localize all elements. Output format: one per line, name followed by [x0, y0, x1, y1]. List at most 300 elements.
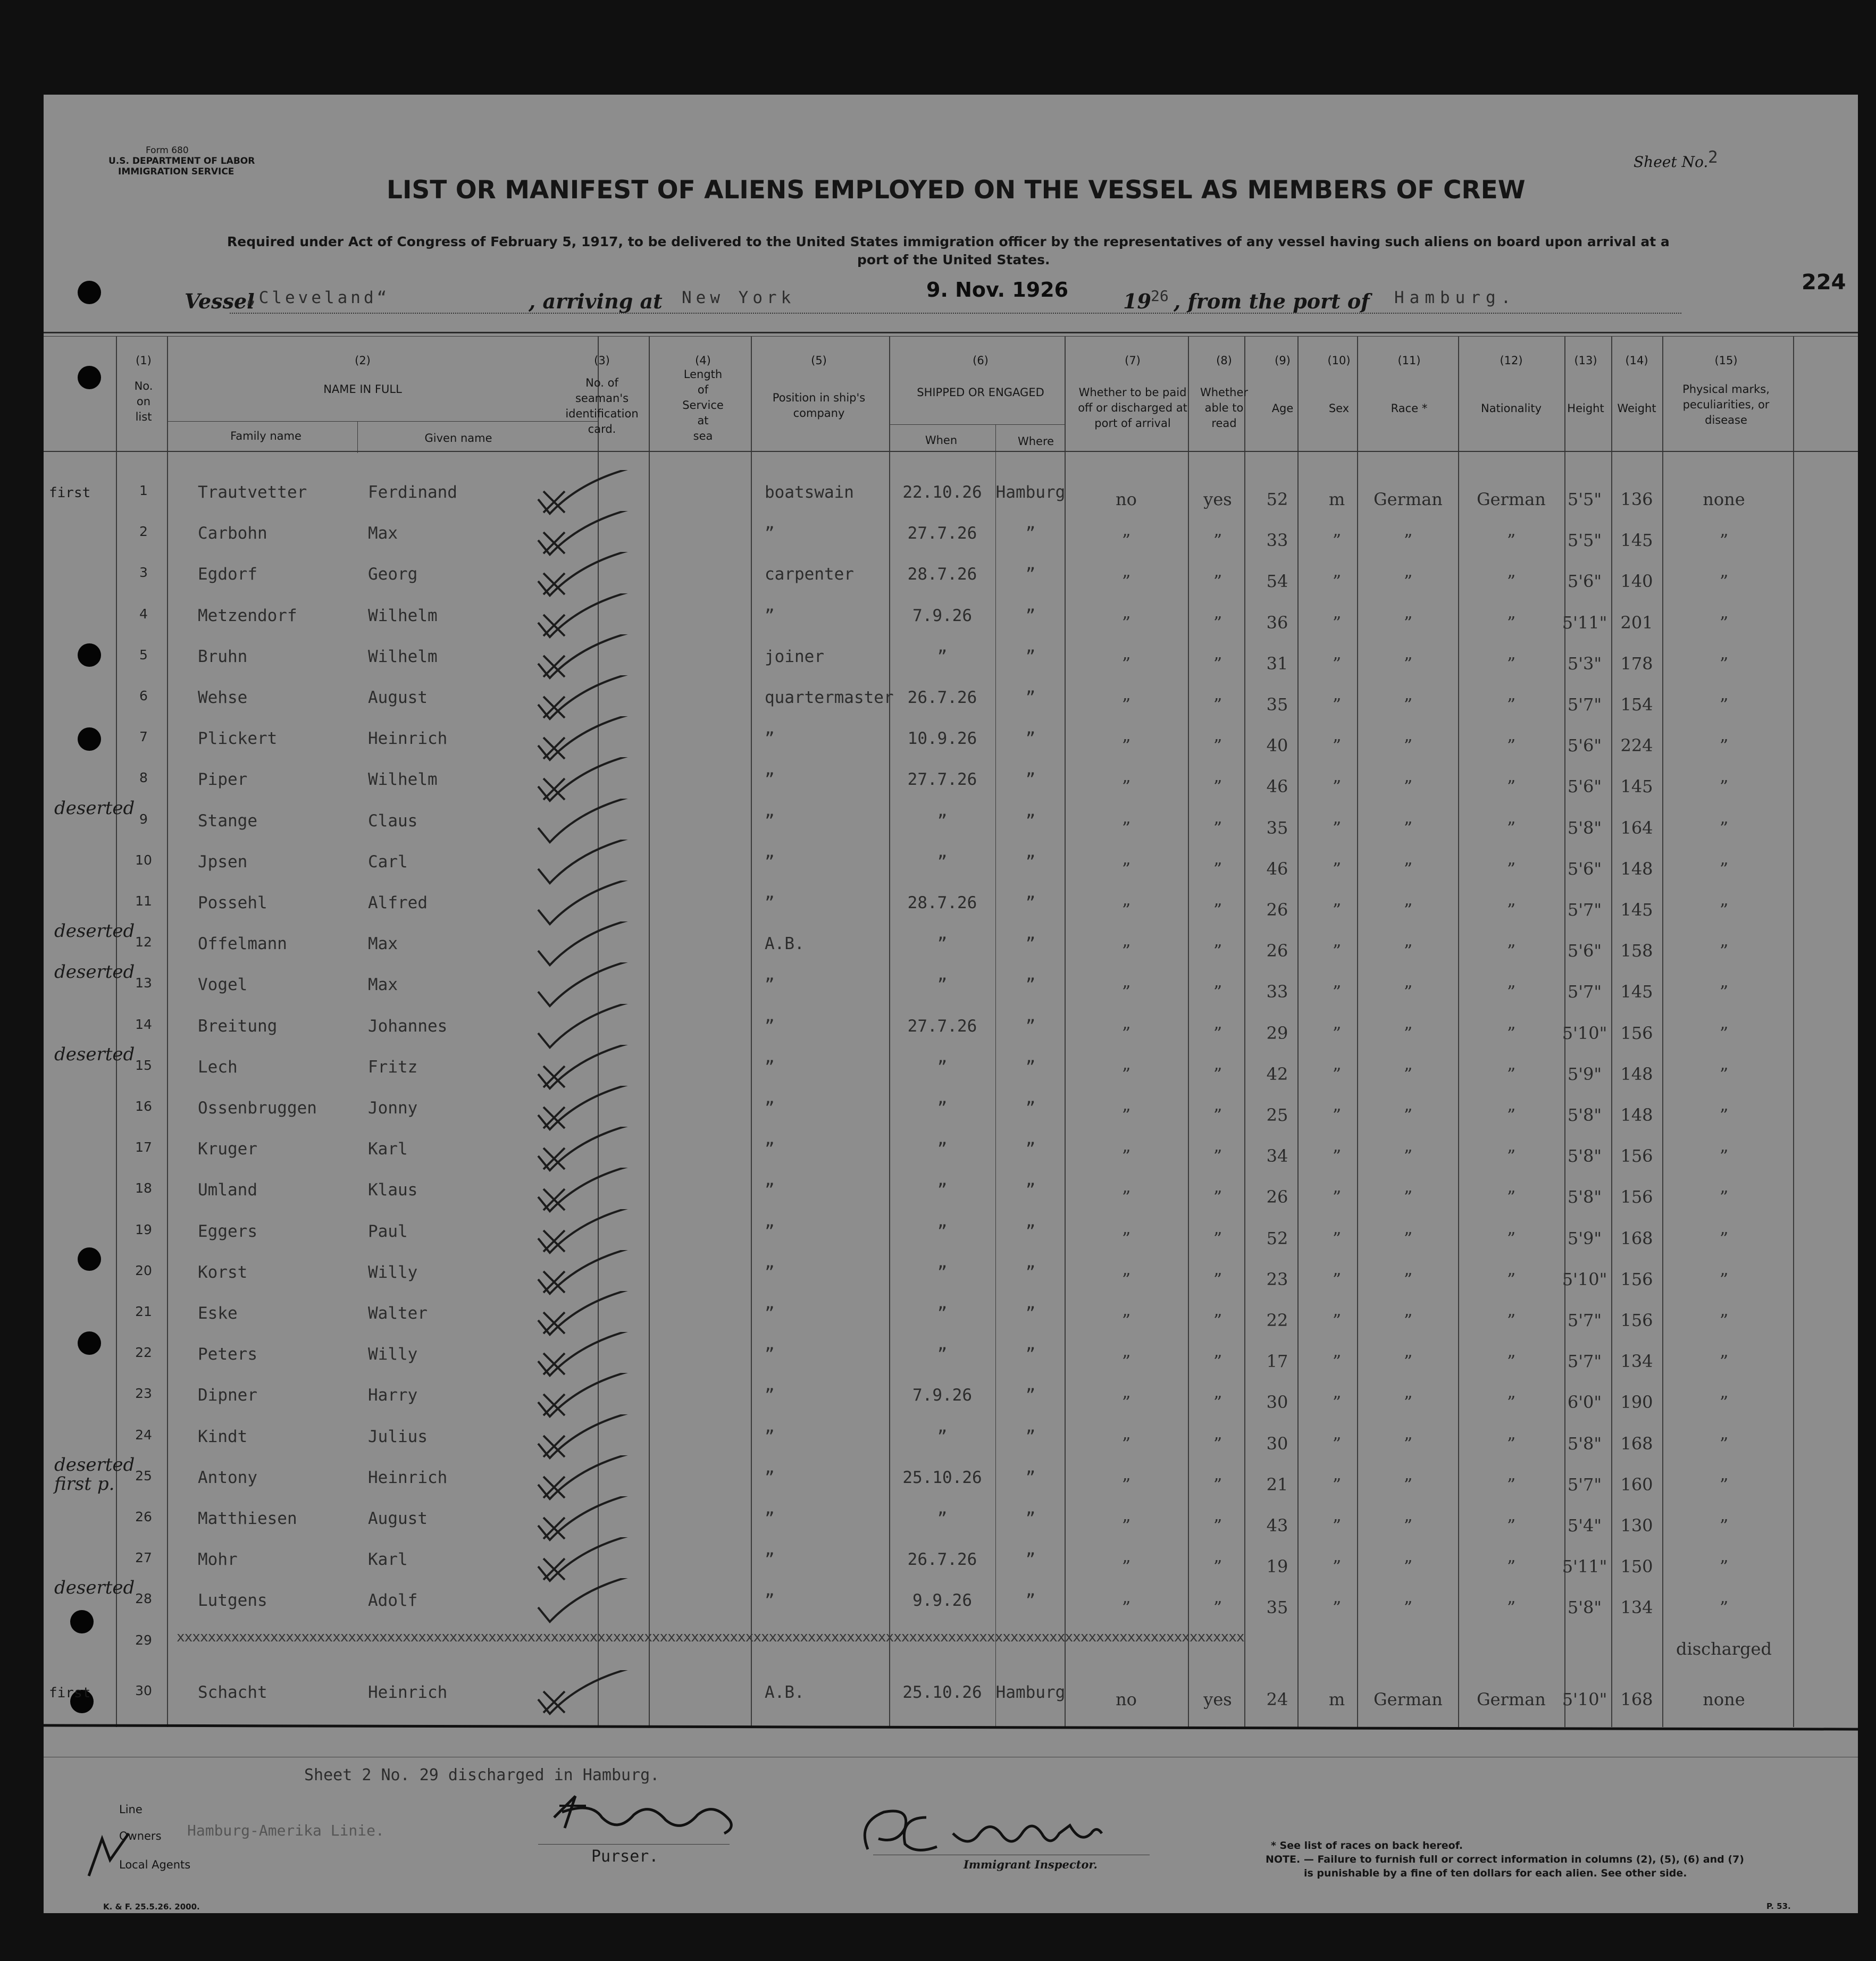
nationality: ” [1506, 653, 1516, 674]
row-number: 18 [135, 1180, 152, 1196]
race: ” [1403, 817, 1413, 838]
shipped-where: ” [1025, 852, 1036, 871]
shipped-when: 28.7.26 [907, 893, 977, 912]
table-row [44, 1221, 1858, 1262]
height: 5'5" [1567, 489, 1602, 509]
weight: 168 [1620, 1689, 1653, 1709]
row-number: 6 [139, 688, 148, 703]
weight: 168 [1620, 1228, 1653, 1248]
sex: ” [1332, 900, 1342, 920]
position: ” [765, 852, 775, 871]
sex: ” [1332, 612, 1342, 633]
table-row [44, 1016, 1858, 1057]
given-name: Klaus [368, 1180, 418, 1200]
nationality: ” [1506, 694, 1516, 715]
shipped-when: ” [937, 975, 948, 995]
weight: 148 [1620, 1063, 1653, 1084]
family-name: Peters [198, 1345, 257, 1364]
col2-label: NAME IN FULL [323, 383, 402, 396]
shipped-where: ” [1025, 811, 1036, 831]
nationality: ” [1506, 612, 1516, 633]
row29-strikethrough: xxxxxxxxxxxxxxxxxxxxxxxxxxxxxxxxxxxxxxxxxxxxxxxxxxxxxxxxxxxxxxxxxxxxxxxxxxxxxxxxxxxxxxxxxxxxxxxxxxxxxxxxxxxxxxxxxxxxxxxxxxxxxxxxxxxxxxxxx [177, 1629, 1244, 1645]
given-name: Ferdinand [368, 483, 457, 502]
margin-note: deserted [54, 1577, 135, 1599]
height: 5'7" [1567, 1310, 1602, 1330]
table-row [44, 482, 1858, 523]
given-name: Willy [368, 1262, 418, 1282]
table-row [44, 1179, 1858, 1220]
physical-marks: ” [1719, 941, 1729, 961]
inspector-label: Immigrant Inspector. [964, 1858, 1098, 1871]
paid-off: ” [1121, 1433, 1131, 1454]
name-subheader-rule [167, 421, 598, 422]
shipped-where: ” [1025, 934, 1036, 954]
family-name: Bruhn [198, 647, 248, 666]
age: 31 [1266, 653, 1288, 674]
table-row [44, 920, 1858, 974]
given-name: Max [368, 934, 398, 954]
owners-label: Owners [119, 1830, 162, 1842]
position: ” [765, 1139, 775, 1159]
shipped-where: ” [1025, 1427, 1036, 1446]
shipped-when: ” [937, 1509, 948, 1528]
nationality: ” [1506, 1351, 1516, 1372]
shipped-where: ” [1025, 606, 1036, 625]
paid-off: ” [1121, 900, 1131, 920]
col7-label: Whether to be paid off or discharged at port of arrival [1078, 386, 1187, 430]
age: 52 [1266, 1228, 1288, 1248]
sex: ” [1332, 653, 1342, 674]
given-name: Heinrich [368, 729, 448, 749]
race: ” [1403, 1187, 1413, 1208]
race: ” [1403, 1515, 1413, 1536]
margin-note: first [49, 485, 91, 501]
able-to-read: ” [1213, 1474, 1222, 1495]
height: 5'9" [1567, 1228, 1602, 1248]
table-row [44, 1385, 1858, 1426]
physical-marks: ” [1719, 1474, 1729, 1495]
position: ” [765, 1591, 775, 1611]
paid-off: ” [1121, 571, 1131, 592]
able-to-read: ” [1213, 1187, 1222, 1208]
nationality: ” [1506, 1187, 1516, 1208]
nationality: German [1477, 489, 1546, 509]
table-top-border-inner [44, 336, 1858, 337]
able-to-read: ” [1213, 1597, 1222, 1618]
sex: ” [1332, 1269, 1342, 1289]
shipped-when: 25.10.26 [902, 1468, 982, 1487]
paid-off: ” [1121, 817, 1131, 838]
row-number: 20 [135, 1262, 152, 1278]
row-number: 7 [139, 729, 148, 745]
margin-note: deserted [54, 920, 135, 942]
col12-number: (12) [1500, 354, 1523, 367]
position: ” [765, 893, 775, 912]
family-name: Possehl [198, 893, 267, 912]
paid-off: ” [1121, 941, 1131, 961]
weight: 201 [1620, 612, 1653, 633]
sex: ” [1332, 1187, 1342, 1208]
race: ” [1403, 982, 1413, 1002]
paid-off: ” [1121, 858, 1131, 879]
col1-label: No. on list [134, 380, 153, 423]
age: 33 [1266, 530, 1288, 551]
height: 5'11" [1562, 612, 1607, 633]
row-number: 15 [135, 1057, 152, 1073]
paid-off: ” [1121, 612, 1131, 633]
height: 5'5" [1567, 530, 1602, 551]
row-number: 2 [139, 524, 148, 540]
age: 42 [1266, 1063, 1288, 1084]
family-name: Offelmann [198, 934, 287, 954]
race: ” [1403, 1310, 1413, 1330]
nationality: ” [1506, 1515, 1516, 1536]
family-name: Mohr [198, 1550, 238, 1570]
shipped-where: ” [1025, 1509, 1036, 1528]
table-row [44, 687, 1858, 728]
physical-marks: ” [1719, 1023, 1729, 1043]
shipped-where: ” [1025, 1099, 1036, 1118]
nationality: ” [1506, 1597, 1516, 1618]
col14-label: Weight [1617, 402, 1656, 415]
race: ” [1403, 1228, 1413, 1248]
height: 5'11" [1562, 1556, 1607, 1577]
family-name: Lech [198, 1057, 238, 1077]
table-row [44, 1344, 1858, 1385]
given-name: Wilhelm [368, 770, 438, 790]
position: ” [765, 1386, 775, 1405]
weight: 168 [1620, 1433, 1653, 1454]
sex: ” [1332, 1392, 1342, 1413]
sex: ” [1332, 858, 1342, 879]
weight: 156 [1620, 1269, 1653, 1289]
nationality: ” [1506, 858, 1516, 879]
race: ” [1403, 941, 1413, 961]
family-name: Metzendorf [198, 606, 297, 625]
sheet-number: 2 [1708, 148, 1718, 167]
paid-off: ” [1121, 1228, 1131, 1248]
col2-given-label: Given name [424, 432, 492, 445]
paid-off: ” [1121, 1310, 1131, 1330]
table-row [44, 1097, 1858, 1138]
position: ” [765, 1304, 775, 1323]
shipped-when: 7.9.26 [912, 1386, 972, 1405]
height: 5'9" [1567, 1063, 1602, 1084]
col5-label: Position in ship's company [772, 391, 866, 420]
race: ” [1403, 776, 1413, 797]
able-to-read: ” [1213, 1310, 1222, 1330]
physical-marks: ” [1719, 817, 1729, 838]
row-number: 19 [135, 1221, 152, 1237]
physical-marks: ” [1719, 653, 1729, 674]
col9-label: Age [1271, 402, 1294, 415]
paid-off: ” [1121, 1269, 1131, 1289]
weight: 160 [1620, 1474, 1653, 1495]
row-number: 26 [135, 1509, 152, 1524]
shipped-when: ” [937, 1099, 948, 1118]
able-to-read: ” [1213, 1228, 1222, 1248]
margin-note: deserted [54, 1043, 135, 1065]
sex: ” [1332, 982, 1342, 1002]
given-name: Johannes [368, 1016, 448, 1036]
physical-marks: ” [1719, 776, 1729, 797]
family-name: Trautvetter [198, 483, 307, 502]
nationality: German [1477, 1689, 1546, 1709]
given-name: Max [368, 524, 398, 543]
penalty-note-line2: is punishable by a fine of ten dollars for each alien. See other side. [1304, 1867, 1687, 1879]
purser-signature [543, 1791, 740, 1839]
row-number: 17 [135, 1139, 152, 1155]
family-name: Jpsen [198, 852, 248, 871]
shipped-when: 9.9.26 [912, 1591, 972, 1611]
table-row [44, 1549, 1858, 1590]
given-name: Fritz [368, 1057, 418, 1077]
footer-note: Sheet 2 No. 29 discharged in Hamburg. [304, 1766, 660, 1784]
weight: 145 [1620, 982, 1653, 1002]
weight: 145 [1620, 900, 1653, 920]
paid-off: no [1116, 489, 1137, 509]
shipped-where: ” [1025, 688, 1036, 707]
given-name: Alfred [368, 893, 428, 912]
height: 6'0" [1567, 1392, 1602, 1413]
shipped-where: ” [1025, 1304, 1036, 1323]
race: ” [1403, 612, 1413, 633]
nationality: ” [1506, 735, 1516, 756]
family-name: Dipner [198, 1386, 257, 1405]
shipped-when: ” [937, 1345, 948, 1364]
nationality: ” [1506, 1433, 1516, 1454]
check-mark-icon [533, 1578, 639, 1626]
shipped-where: ” [1025, 1345, 1036, 1364]
physical-marks: ” [1719, 1597, 1729, 1618]
race: German [1374, 489, 1443, 509]
nationality: ” [1506, 1310, 1516, 1330]
age: 26 [1266, 900, 1288, 920]
family-name: Antony [198, 1468, 257, 1487]
table-top-border [44, 332, 1858, 333]
table-row [44, 564, 1858, 605]
given-name: Heinrich [368, 1682, 448, 1702]
able-to-read: ” [1213, 1063, 1222, 1084]
position: ” [765, 1509, 775, 1528]
paid-off: ” [1121, 776, 1131, 797]
weight: 145 [1620, 530, 1653, 551]
shipped-where: ” [1025, 1262, 1036, 1282]
sex: ” [1332, 817, 1342, 838]
given-name: Karl [368, 1550, 408, 1570]
local-agents-label: Local Agents [119, 1858, 191, 1871]
position: ” [765, 729, 775, 749]
given-name: Walter [368, 1304, 428, 1323]
shipped-where: ” [1025, 1180, 1036, 1200]
weight: 224 [1620, 735, 1653, 756]
position: A.B. [765, 1682, 805, 1702]
physical-marks: ” [1719, 1063, 1729, 1084]
family-name: Lutgens [198, 1591, 267, 1611]
able-to-read: ” [1213, 817, 1222, 838]
height: 5'4" [1567, 1515, 1602, 1536]
row-number: 3 [139, 565, 148, 581]
able-to-read: yes [1203, 1689, 1232, 1709]
position: ” [765, 1262, 775, 1282]
family-name: Matthiesen [198, 1509, 297, 1528]
position: ” [765, 524, 775, 543]
age: 26 [1266, 941, 1288, 961]
height: 5'7" [1567, 1351, 1602, 1372]
table-row [44, 1454, 1858, 1508]
race: ” [1403, 1269, 1413, 1289]
col4-label: Length of Service at sea [682, 368, 724, 442]
col4-number: (4) [695, 354, 711, 367]
physical-marks: ” [1719, 1392, 1729, 1413]
nationality: ” [1506, 1392, 1516, 1413]
paid-off: ” [1121, 1597, 1131, 1618]
given-name: Julius [368, 1427, 428, 1446]
height: 5'6" [1567, 571, 1602, 592]
position: boatswain [765, 483, 854, 502]
shipped-when: ” [937, 934, 948, 954]
able-to-read: ” [1213, 1392, 1222, 1413]
race: ” [1403, 900, 1413, 920]
weight: 154 [1620, 694, 1653, 715]
col7-number: (7) [1125, 354, 1141, 367]
age: 33 [1266, 982, 1288, 1002]
age: 25 [1266, 1105, 1288, 1125]
col3-number: (3) [594, 354, 610, 367]
nationality: ” [1506, 1063, 1516, 1084]
able-to-read: ” [1213, 1146, 1222, 1167]
sex: ” [1332, 1228, 1342, 1248]
position: ” [765, 606, 775, 625]
weight: 148 [1620, 1105, 1653, 1125]
shipped-when: ” [937, 1221, 948, 1241]
row-number: 30 [135, 1682, 152, 1698]
page-code: P. 53. [1766, 1901, 1791, 1911]
col10-label: Sex [1328, 402, 1350, 415]
nationality: ” [1506, 1105, 1516, 1125]
paid-off: ” [1121, 1187, 1131, 1208]
table-row [44, 1682, 1858, 1723]
nationality: ” [1506, 530, 1516, 551]
sex: ” [1332, 1105, 1342, 1125]
table-row [44, 646, 1858, 687]
physical-marks: ” [1719, 1351, 1729, 1372]
col3-label: No. of seaman's identification card. [565, 376, 639, 435]
paid-off: ” [1121, 1392, 1131, 1413]
paid-off: ” [1121, 1556, 1131, 1577]
race: ” [1403, 1433, 1413, 1454]
family-name: Plickert [198, 729, 278, 749]
age: 43 [1266, 1515, 1288, 1536]
purser-label: Purser. [591, 1847, 659, 1866]
weight: 148 [1620, 858, 1653, 879]
from-port: Hamburg. [1394, 288, 1517, 307]
race: ” [1403, 1105, 1413, 1125]
shipped-when: 28.7.26 [907, 565, 977, 584]
paid-off: ” [1121, 530, 1131, 551]
sex: ” [1332, 530, 1342, 551]
race: ” [1403, 1023, 1413, 1043]
height: 5'7" [1567, 694, 1602, 715]
row-number: 5 [139, 647, 148, 663]
physical-marks: ” [1719, 1105, 1729, 1125]
weight: 130 [1620, 1515, 1653, 1536]
physical-marks: discharged [1676, 1638, 1772, 1659]
nationality: ” [1506, 776, 1516, 797]
physical-marks: ” [1719, 1310, 1729, 1330]
physical-marks: ” [1719, 1269, 1729, 1289]
shipped-where: Hamburg [995, 483, 1066, 502]
table-row [44, 892, 1858, 933]
given-name: Claus [368, 811, 418, 831]
header-bottom-rule [44, 451, 1858, 452]
shipped-where: ” [1025, 1386, 1036, 1405]
physical-marks: ” [1719, 612, 1729, 633]
col6-when-label: When [925, 434, 958, 447]
shipped-when: 25.10.26 [902, 1682, 982, 1702]
table-row [44, 961, 1858, 1015]
col5-number: (5) [811, 354, 827, 367]
physical-marks: none [1703, 1689, 1745, 1709]
shipped-where: ” [1025, 770, 1036, 790]
age: 52 [1266, 489, 1288, 509]
table-row [44, 1138, 1858, 1179]
sex: ” [1332, 1474, 1342, 1495]
vessel-name: „Cleveland“ [246, 288, 390, 307]
able-to-read: ” [1213, 571, 1222, 592]
manifest-sheet [44, 95, 1858, 1913]
family-name: Piper [198, 770, 248, 790]
sex: ” [1332, 941, 1342, 961]
physical-marks: ” [1719, 900, 1729, 920]
penalty-note-line1: NOTE. — Failure to furnish full or correct information in columns (2), (5), (6) and (7) [1266, 1854, 1744, 1865]
row-number: 21 [135, 1304, 152, 1319]
race: German [1374, 1689, 1443, 1709]
race: ” [1403, 653, 1413, 674]
col1-number: (1) [136, 354, 152, 367]
from-label: , from the port of [1174, 289, 1370, 313]
row-number: 12 [135, 934, 152, 950]
shipped-where: ” [1025, 1139, 1036, 1159]
margin-note: deserted [54, 961, 135, 983]
family-name: Breitung [198, 1016, 278, 1036]
row-number: 28 [135, 1591, 152, 1607]
height: 5'7" [1567, 982, 1602, 1002]
service-name: IMMIGRATION SERVICE [118, 166, 234, 177]
shipped-when: ” [937, 811, 948, 831]
page-stamp: 224 [1802, 270, 1846, 295]
form-subtitle-line2: port of the United States. [857, 252, 1050, 267]
height: 5'6" [1567, 776, 1602, 797]
weight: 156 [1620, 1146, 1653, 1167]
col15-label: Physical marks, peculiarities, or disease [1682, 383, 1770, 426]
year-suffix: 26 [1151, 287, 1169, 305]
position: quartermaster [765, 688, 894, 707]
shipped-where: ” [1025, 975, 1036, 995]
shipped-where: ” [1025, 1591, 1036, 1611]
given-name: Adolf [368, 1591, 418, 1611]
paid-off: ” [1121, 1351, 1131, 1372]
weight: 190 [1620, 1392, 1653, 1413]
margin-note: deserted [54, 797, 135, 819]
family-name: Kruger [198, 1139, 257, 1159]
shipped-when: 7.9.26 [912, 606, 972, 625]
nationality: ” [1506, 1228, 1516, 1248]
sex: ” [1332, 1556, 1342, 1577]
nationality: ” [1506, 1269, 1516, 1289]
age: 54 [1266, 571, 1288, 592]
position: ” [765, 811, 775, 831]
